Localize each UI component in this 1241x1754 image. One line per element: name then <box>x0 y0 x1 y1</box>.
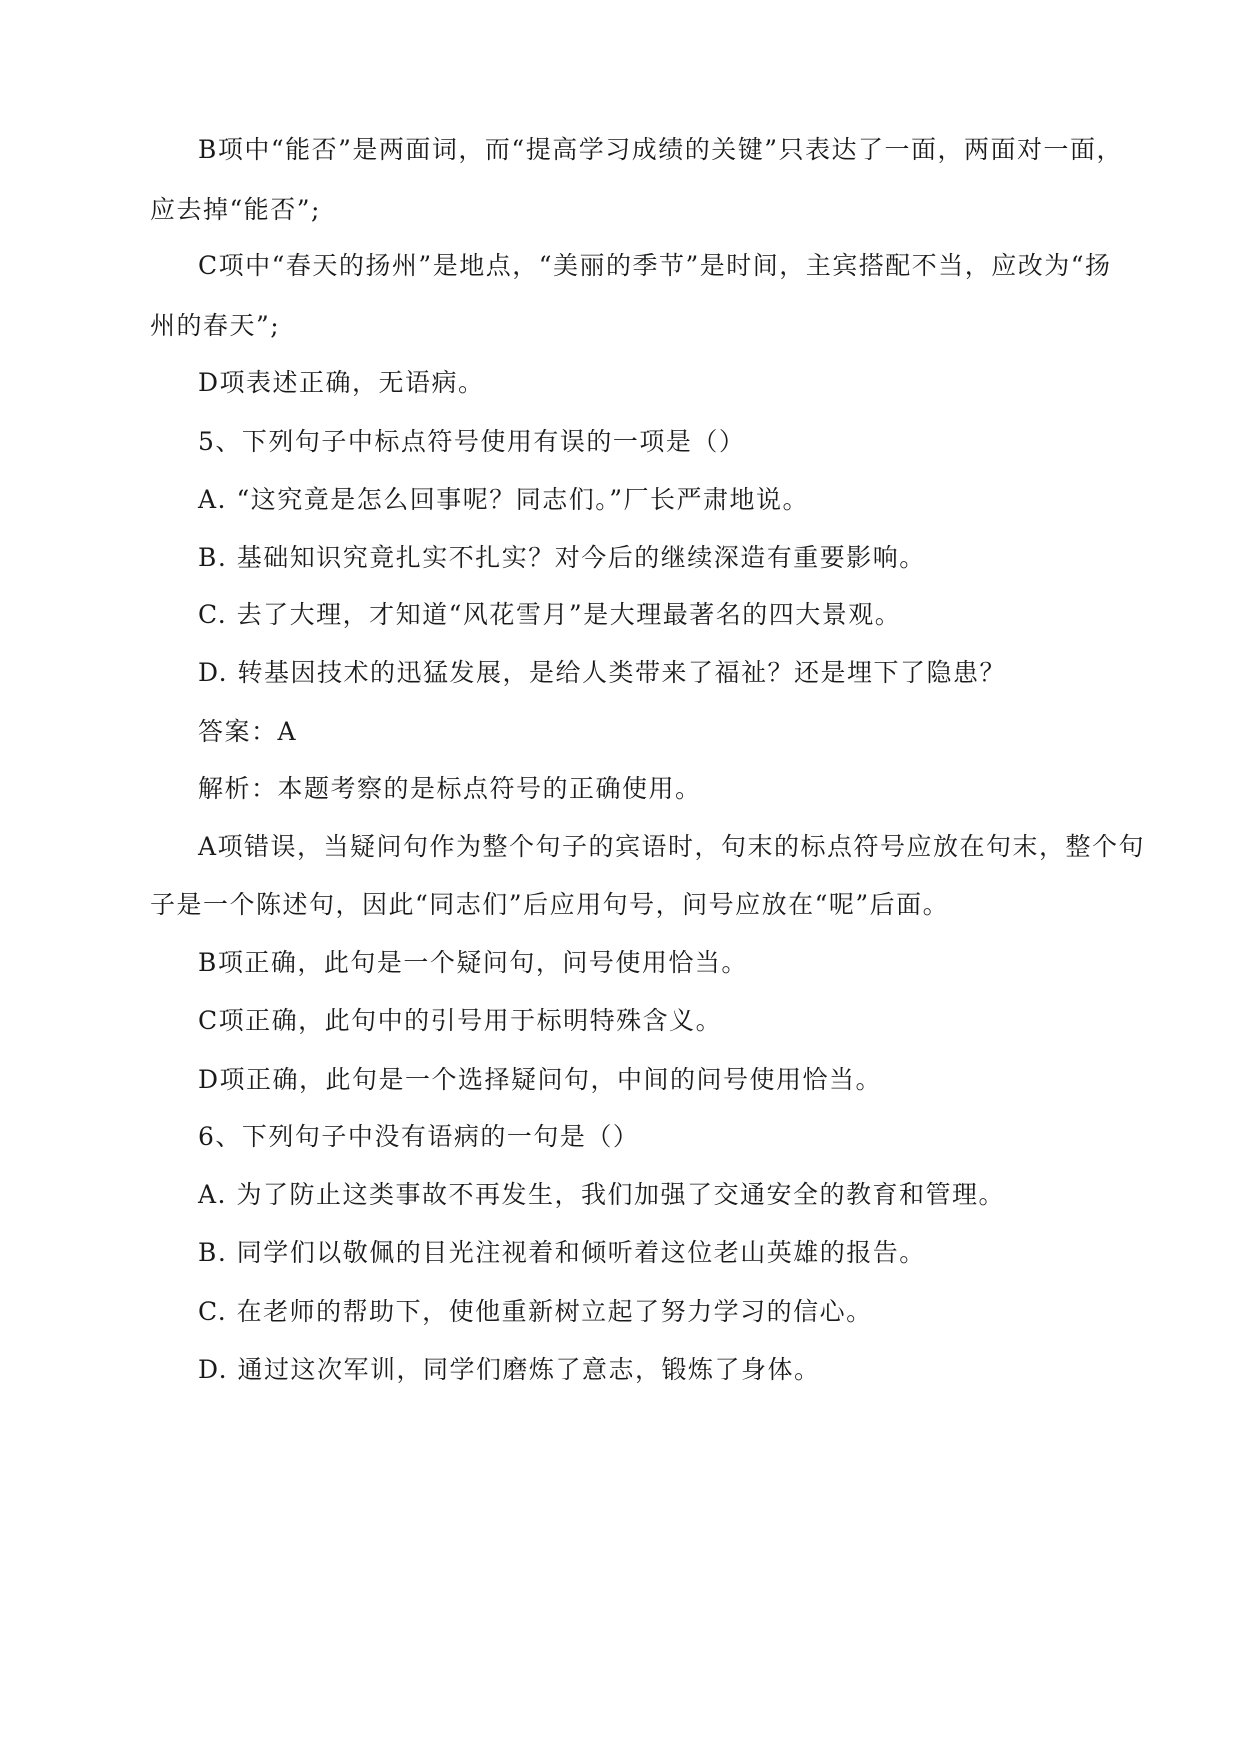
question-6-option-d: D. 通过这次军训，同学们磨炼了意志，锻炼了身体。 <box>198 1355 821 1384</box>
question-6-stem: 6、下列句子中没有语病的一句是（） <box>198 1122 640 1151</box>
question-5-analysis: 解析：本题考察的是标点符号的正确使用。 <box>198 774 702 803</box>
analysis-a-line-2: 子是一个陈述句，因此“同志们”后应用句号，问号应放在“呢”后面。 <box>150 890 950 919</box>
analysis-d: D项正确，此句是一个选择疑问句，中间的问号使用恰当。 <box>198 1065 883 1094</box>
paragraph-c-explanation-cont: 州的春天”; <box>150 311 281 340</box>
analysis-c: C项正确，此句中的引号用于标明特殊含义。 <box>198 1006 723 1035</box>
paragraph-b-explanation-cont: 应去掉“能否”; <box>150 195 321 224</box>
question-5-answer: 答案：A <box>198 717 298 746</box>
paragraph-c-explanation: C项中“春天的扬州”是地点，“美丽的季节”是时间，主宾搭配不当，应改为“扬 <box>198 251 1112 280</box>
question-6-option-a: A. 为了防止这类事故不再发生，我们加强了交通安全的教育和管理。 <box>198 1180 1005 1209</box>
question-5-option-c: C. 去了大理，才知道“风花雪月”是大理最著名的四大景观。 <box>198 600 902 629</box>
question-5-option-a: A. “这究竟是怎么回事呢？同志们。”厂长严肃地说。 <box>198 485 810 514</box>
question-5-option-b: B. 基础知识究竟扎实不扎实？对今后的继续深造有重要影响。 <box>198 543 926 572</box>
question-6-option-b: B. 同学们以敬佩的目光注视着和倾听着这位老山英雄的报告。 <box>198 1238 926 1267</box>
question-6-option-c: C. 在老师的帮助下，使他重新树立起了努力学习的信心。 <box>198 1297 873 1326</box>
analysis-a-line-1: A项错误，当疑问句作为整个句子的宾语时，句末的标点符号应放在句末，整个句 <box>198 832 1146 861</box>
question-5-option-d: D. 转基因技术的迅猛发展，是给人类带来了福祉？还是埋下了隐患？ <box>198 658 1007 687</box>
paragraph-b-explanation: B项中“能否”是两面词，而“提高学习成绩的关键”只表达了一面，两面对一面， <box>198 135 1123 164</box>
question-5-stem: 5、下列句子中标点符号使用有误的一项是（） <box>198 427 746 456</box>
paragraph-d-explanation: D项表述正确，无语病。 <box>198 368 485 397</box>
analysis-b: B项正确，此句是一个疑问句，问号使用恰当。 <box>198 948 748 977</box>
